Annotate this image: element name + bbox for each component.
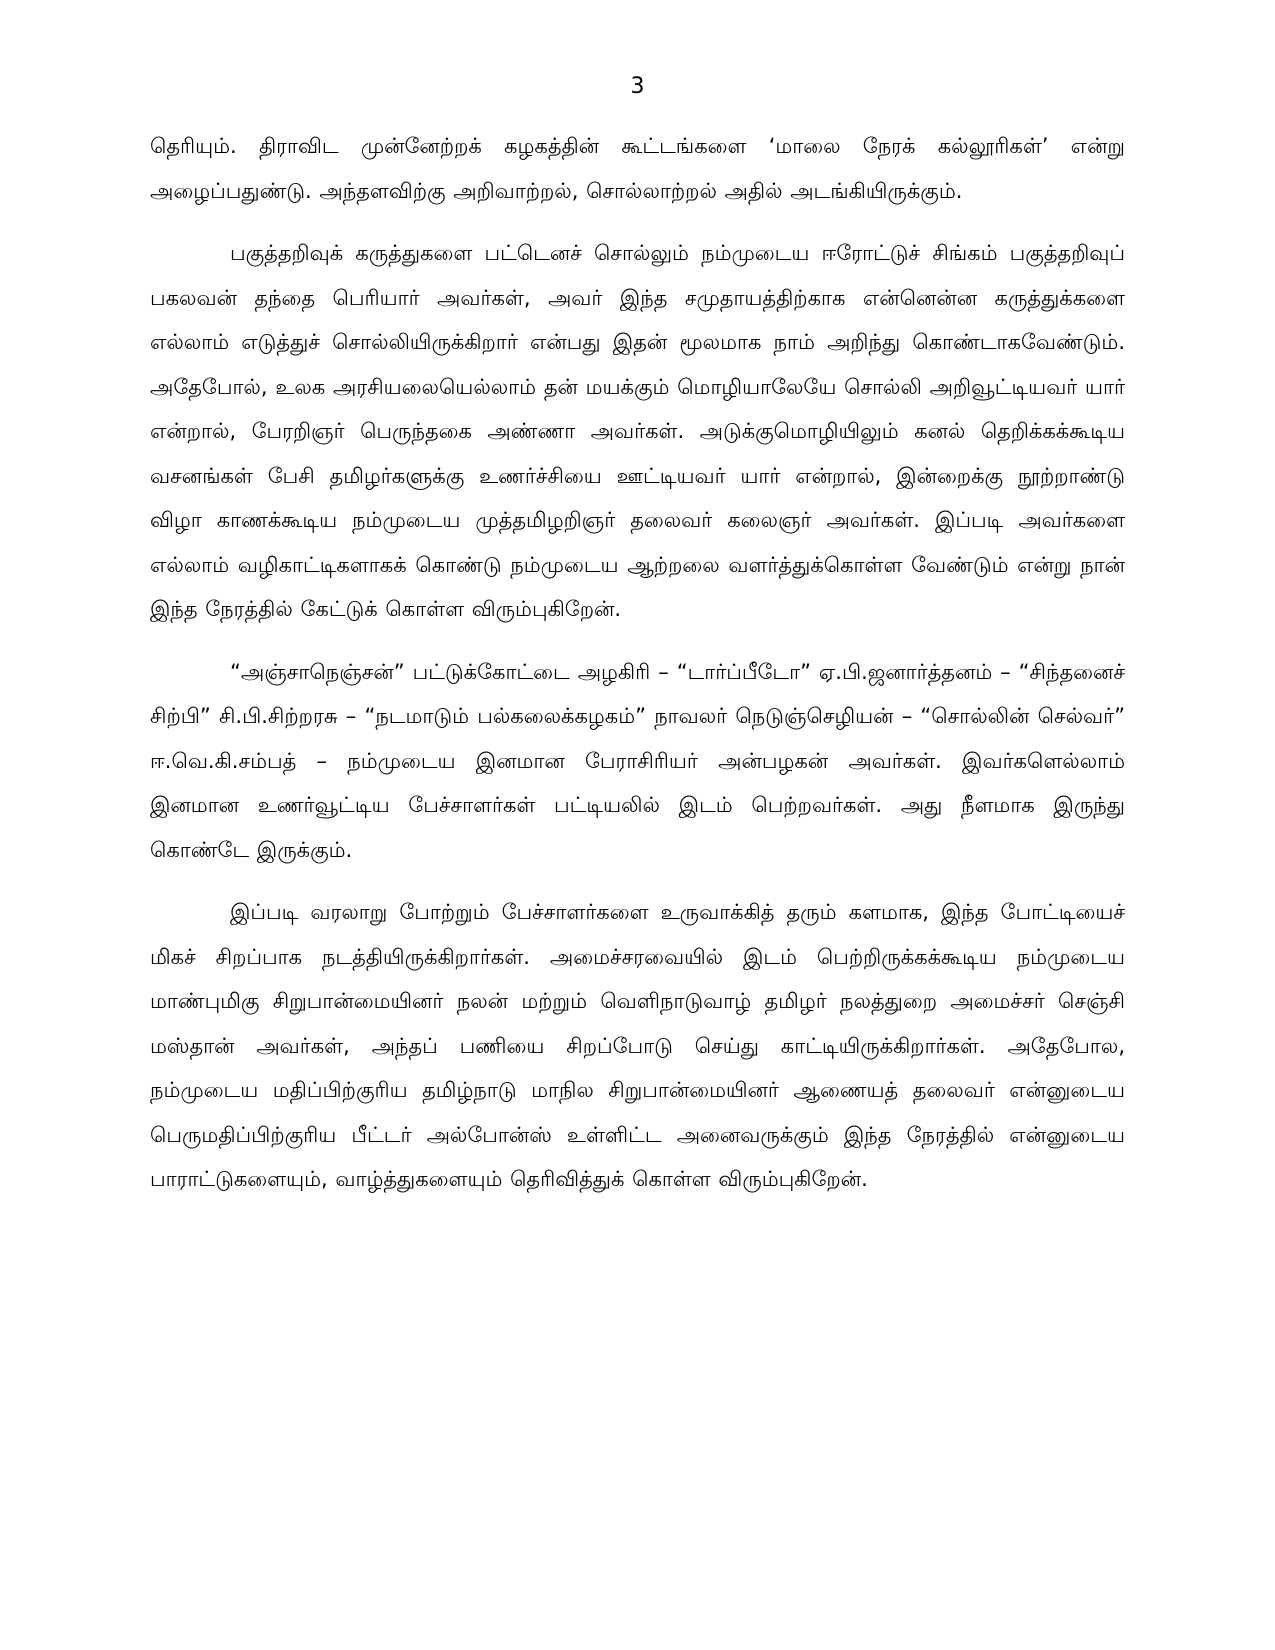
paragraph-1: தெரியும். திராவிட முன்னேற்றக் கழகத்தின் கூட்டங்களை ‘மாலை நேரக் கல்லூரிகள்’ என்று அழைப்பதுண்டு. அந்தளவிற்கு அறிவாற்றல், சொல்லாற்றல் அதில் அடங்கியிருக்கும்.	[150, 134, 1125, 203]
paragraph-3: “அஞ்சாநெஞ்சன்” பட்டுக்கோட்டை அழகிரி – “டார்ப்பீடோ” ஏ.பி.ஜனார்த்தனம் – “சிந்தனைச் சிற்பி” சி.பி.சிற்றரசு – “நடமாடும் பல்கலைக்கழகம்” நாவலர் நெடுஞ்செழியன் – “சொல்லின் செல்வர்” ஈ.வெ.கி.சம்பத் – நம்முடைய இனமான பேராசிரியர் அன்பழகன் அவர்கள். இவர்களெல்லாம் இனமான உணர்வூட்டிய பேச்சாளர்கள் பட்டியலில் இடம் பெற்றவர்கள். அது நீளமாக இருந்து கொண்டே இருக்கும்.	[150, 659, 1125, 862]
page-number: 3	[630, 74, 645, 99]
document-body	[150, 124, 1125, 1220]
paragraph-4: இப்படி வரலாறு போற்றும் பேச்சாளர்களை உருவாக்கித் தரும் களமாக, இந்த போட்டியைச் மிகச் சிறப்பாக நடத்தியிருக்கிறார்கள். அமைச்சரவையில் இடம் பெற்றிருக்கக்கூடிய நம்முடைய மாண்புமிகு சிறுபான்மையினர் நலன் மற்றும் வெளிநாடுவாழ் தமிழர் நலத்துறை அமைச்சர் செஞ்சி மஸ்தான் அவர்கள், அந்தப் பணியை சிறப்போடு செய்து காட்டியிருக்கிறார்கள். அதேபோல, நம்முடைய மதிப்பிற்குரிய தமிழ்நாடு மாநில சிறுபான்மையினர் ஆணையத் தலைவர் என்னுடைய பெருமதிப்பிற்குரிய பீட்டர் அல்போன்ஸ் உள்ளிட்ட அனைவருக்கும் இந்த நேரத்தில் என்னுடைய பாராட்டுகளையும், வாழ்த்துகளையும் தெரிவித்துக் கொள்ள விரும்புகிறேன்.	[150, 900, 1125, 1191]
paragraph-2: பகுத்தறிவுக் கருத்துகளை பட்டெனச் சொல்லும் நம்முடைய ஈரோட்டுச் சிங்கம் பகுத்தறிவுப் பகலவன் தந்தை பெரியார் அவர்கள், அவர் இந்த சமுதாயத்திற்காக என்னென்ன கருத்துக்களை எல்லாம் எடுத்துச் சொல்லியிருக்கிறார் என்பது இதன் மூலமாக நாம் அறிந்து கொண்டாகவேண்டும். அதேபோல், உலக அரசியலையெல்லாம் தன் மயக்கும் மொழியாலேயே சொல்லி அறிவூட்டியவர் யார் என்றால், பேரறிஞர் பெருந்தகை அண்ணா அவர்கள். அடுக்குமொழியிலும் கனல் தெறிக்கக்கூடிய வசனங்கள் பேசி தமிழர்களுக்கு உணர்ச்சியை ஊட்டியவர் யார் என்றால், இன்றைக்கு நூற்றாண்டு விழா காணக்கூடிய நம்முடைய முத்தமிழறிஞர் தலைவர் கலைஞர் அவர்கள். இப்படி அவர்களை எல்லாம் வழிகாட்டிகளாகக் கொண்டு நம்முடைய ஆற்றலை வளர்த்துக்கொள்ள வேண்டும் என்று நான் இந்த நேரத்தில் கேட்டுக் கொள்ள விரும்புகிறேன்.	[150, 241, 1125, 621]
